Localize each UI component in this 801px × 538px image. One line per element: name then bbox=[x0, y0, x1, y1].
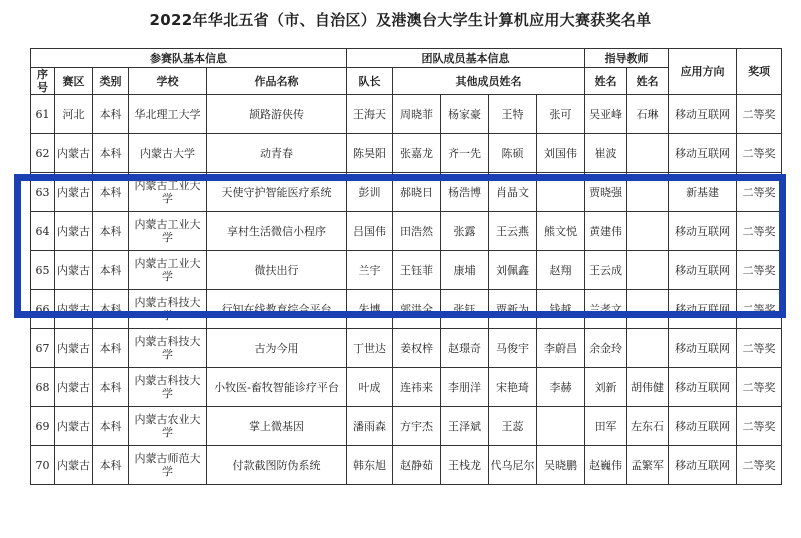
cell-member: 吴晓鹏 bbox=[537, 446, 585, 485]
cell-work-name: 行知在线教育综合平台 bbox=[207, 290, 347, 329]
cell-work-name: 微扶出行 bbox=[207, 251, 347, 290]
cell-member: 赵翔 bbox=[537, 251, 585, 290]
cell-member: 熊文悦 bbox=[537, 212, 585, 251]
cell-number: 63 bbox=[31, 173, 55, 212]
cell-teacher2 bbox=[627, 251, 669, 290]
cell-member: 王云燕 bbox=[489, 212, 537, 251]
cell-work-name: 小牧医-畜牧智能诊疗平台 bbox=[207, 368, 347, 407]
cell-school: 内蒙古科技大学 bbox=[129, 368, 207, 407]
group-header-member-info: 团队成员基本信息 bbox=[347, 49, 585, 68]
header-region: 赛区 bbox=[55, 68, 93, 95]
cell-member: 杨浩博 bbox=[441, 173, 489, 212]
cell-teacher2 bbox=[627, 290, 669, 329]
header-number: 序号 bbox=[31, 68, 55, 95]
cell-direction: 移动互联网 bbox=[669, 95, 737, 134]
cell-category: 本科 bbox=[93, 134, 129, 173]
group-header-row bbox=[31, 49, 782, 68]
table-row bbox=[31, 446, 782, 485]
cell-teacher1: 田军 bbox=[585, 407, 627, 446]
cell-captain: 王海天 bbox=[347, 95, 393, 134]
cell-direction: 新基建 bbox=[669, 173, 737, 212]
cell-school: 内蒙古大学 bbox=[129, 134, 207, 173]
cell-teacher2: 石琳 bbox=[627, 95, 669, 134]
cell-school: 内蒙古师范大学 bbox=[129, 446, 207, 485]
cell-member: 杨家豪 bbox=[441, 95, 489, 134]
table-row bbox=[31, 212, 782, 251]
cell-school: 内蒙古科技大学 bbox=[129, 329, 207, 368]
header-award: 奖项 bbox=[737, 49, 782, 95]
cell-member: 刘佩鑫 bbox=[489, 251, 537, 290]
cell-region: 内蒙古 bbox=[55, 407, 93, 446]
cell-award: 二等奖 bbox=[737, 329, 782, 368]
cell-member: 宋艳琦 bbox=[489, 368, 537, 407]
header-teacher2-name: 姓名 bbox=[627, 68, 669, 95]
cell-category: 本科 bbox=[93, 95, 129, 134]
table-row bbox=[31, 368, 782, 407]
cell-member: 齐一先 bbox=[441, 134, 489, 173]
cell-teacher1: 黄建伟 bbox=[585, 212, 627, 251]
header-direction: 应用方向 bbox=[669, 49, 737, 95]
cell-member: 王泽斌 bbox=[441, 407, 489, 446]
cell-region: 内蒙古 bbox=[55, 173, 93, 212]
cell-award: 二等奖 bbox=[737, 134, 782, 173]
cell-member: 张可 bbox=[537, 95, 585, 134]
cell-direction: 移动互联网 bbox=[669, 212, 737, 251]
cell-category: 本科 bbox=[93, 290, 129, 329]
cell-category: 本科 bbox=[93, 446, 129, 485]
cell-member: 肖晶文 bbox=[489, 173, 537, 212]
cell-category: 本科 bbox=[93, 173, 129, 212]
cell-school: 华北理工大学 bbox=[129, 95, 207, 134]
cell-category: 本科 bbox=[93, 251, 129, 290]
cell-award: 二等奖 bbox=[737, 446, 782, 485]
cell-member: 贾新为 bbox=[489, 290, 537, 329]
awards-table bbox=[30, 48, 782, 485]
cell-award: 二等奖 bbox=[737, 407, 782, 446]
cell-captain: 朱博 bbox=[347, 290, 393, 329]
cell-work-name: 动青春 bbox=[207, 134, 347, 173]
cell-number: 68 bbox=[31, 368, 55, 407]
cell-work-name: 颉路游侠传 bbox=[207, 95, 347, 134]
cell-member: 李赫 bbox=[537, 368, 585, 407]
cell-teacher1: 崔波 bbox=[585, 134, 627, 173]
cell-school: 内蒙古工业大学 bbox=[129, 212, 207, 251]
cell-member: 姜权梓 bbox=[393, 329, 441, 368]
cell-teacher1: 王云成 bbox=[585, 251, 627, 290]
cell-region: 河北 bbox=[55, 95, 93, 134]
cell-teacher1: 吴亚峰 bbox=[585, 95, 627, 134]
cell-teacher1: 赵巍伟 bbox=[585, 446, 627, 485]
cell-school: 内蒙古工业大学 bbox=[129, 251, 207, 290]
cell-direction: 移动互联网 bbox=[669, 368, 737, 407]
cell-member: 方宇杰 bbox=[393, 407, 441, 446]
cell-number: 67 bbox=[31, 329, 55, 368]
cell-member: 李朋洋 bbox=[441, 368, 489, 407]
cell-teacher2 bbox=[627, 134, 669, 173]
cell-school: 内蒙古农业大学 bbox=[129, 407, 207, 446]
cell-number: 64 bbox=[31, 212, 55, 251]
cell-member: 王栈龙 bbox=[441, 446, 489, 485]
cell-direction: 移动互联网 bbox=[669, 329, 737, 368]
cell-direction: 移动互联网 bbox=[669, 407, 737, 446]
cell-member: 田浩然 bbox=[393, 212, 441, 251]
header-other-members: 其他成员姓名 bbox=[393, 68, 585, 95]
cell-category: 本科 bbox=[93, 368, 129, 407]
cell-school: 内蒙古科技大学 bbox=[129, 290, 207, 329]
cell-direction: 移动互联网 bbox=[669, 446, 737, 485]
cell-member: 张露 bbox=[441, 212, 489, 251]
cell-category: 本科 bbox=[93, 329, 129, 368]
cell-region: 内蒙古 bbox=[55, 251, 93, 290]
cell-captain: 兰宇 bbox=[347, 251, 393, 290]
cell-member: 王蕊 bbox=[489, 407, 537, 446]
table-row bbox=[31, 290, 782, 329]
table-row bbox=[31, 329, 782, 368]
cell-number: 62 bbox=[31, 134, 55, 173]
header-category: 类别 bbox=[93, 68, 129, 95]
cell-region: 内蒙古 bbox=[55, 290, 93, 329]
cell-teacher2 bbox=[627, 329, 669, 368]
cell-award: 二等奖 bbox=[737, 290, 782, 329]
cell-member: 刘国伟 bbox=[537, 134, 585, 173]
cell-captain: 丁世达 bbox=[347, 329, 393, 368]
cell-member: 周晓菲 bbox=[393, 95, 441, 134]
cell-teacher2: 孟繁军 bbox=[627, 446, 669, 485]
header-teacher1-name: 姓名 bbox=[585, 68, 627, 95]
cell-work-name: 古为今用 bbox=[207, 329, 347, 368]
cell-captain: 陈昊阳 bbox=[347, 134, 393, 173]
cell-region: 内蒙古 bbox=[55, 329, 93, 368]
cell-captain: 吕国伟 bbox=[347, 212, 393, 251]
header-work-name: 作品名称 bbox=[207, 68, 347, 95]
table-row bbox=[31, 407, 782, 446]
table-row bbox=[31, 173, 782, 212]
cell-award: 二等奖 bbox=[737, 95, 782, 134]
group-header-team-info: 参赛队基本信息 bbox=[31, 49, 347, 68]
cell-member bbox=[537, 407, 585, 446]
cell-award: 二等奖 bbox=[737, 212, 782, 251]
cell-member bbox=[537, 173, 585, 212]
cell-direction: 移动互联网 bbox=[669, 134, 737, 173]
cell-award: 二等奖 bbox=[737, 368, 782, 407]
cell-teacher2: 左东石 bbox=[627, 407, 669, 446]
cell-teacher2 bbox=[627, 212, 669, 251]
cell-number: 65 bbox=[31, 251, 55, 290]
cell-number: 61 bbox=[31, 95, 55, 134]
cell-member: 王特 bbox=[489, 95, 537, 134]
cell-member: 陈硕 bbox=[489, 134, 537, 173]
cell-captain: 彭训 bbox=[347, 173, 393, 212]
cell-captain: 韩东旭 bbox=[347, 446, 393, 485]
cell-member: 李蔚昌 bbox=[537, 329, 585, 368]
cell-member: 张嘉龙 bbox=[393, 134, 441, 173]
cell-category: 本科 bbox=[93, 407, 129, 446]
cell-member: 郭洪全 bbox=[393, 290, 441, 329]
cell-number: 66 bbox=[31, 290, 55, 329]
cell-member: 康埔 bbox=[441, 251, 489, 290]
cell-teacher1: 余金玲 bbox=[585, 329, 627, 368]
cell-direction: 移动互联网 bbox=[669, 290, 737, 329]
cell-member: 赵璟奇 bbox=[441, 329, 489, 368]
cell-member: 马俊宇 bbox=[489, 329, 537, 368]
cell-member: 钱越 bbox=[537, 290, 585, 329]
cell-member: 郝晓日 bbox=[393, 173, 441, 212]
cell-work-name: 天使守护智能医疗系统 bbox=[207, 173, 347, 212]
cell-work-name: 付款截图防伪系统 bbox=[207, 446, 347, 485]
cell-category: 本科 bbox=[93, 212, 129, 251]
cell-region: 内蒙古 bbox=[55, 134, 93, 173]
table-row bbox=[31, 95, 782, 134]
header-captain: 队长 bbox=[347, 68, 393, 95]
cell-member: 王钰菲 bbox=[393, 251, 441, 290]
cell-school: 内蒙古工业大学 bbox=[129, 173, 207, 212]
cell-work-name: 享村生活微信小程序 bbox=[207, 212, 347, 251]
cell-direction: 移动互联网 bbox=[669, 251, 737, 290]
cell-work-name: 掌上微基因 bbox=[207, 407, 347, 446]
cell-member: 连祎来 bbox=[393, 368, 441, 407]
cell-teacher2: 胡伟健 bbox=[627, 368, 669, 407]
cell-number: 70 bbox=[31, 446, 55, 485]
cell-captain: 潘雨森 bbox=[347, 407, 393, 446]
cell-captain: 叶成 bbox=[347, 368, 393, 407]
cell-member: 代乌尼尔 bbox=[489, 446, 537, 485]
cell-teacher1: 贾晓强 bbox=[585, 173, 627, 212]
cell-teacher1: 兰孝文 bbox=[585, 290, 627, 329]
table-row bbox=[31, 134, 782, 173]
cell-region: 内蒙古 bbox=[55, 368, 93, 407]
cell-teacher1: 刘新 bbox=[585, 368, 627, 407]
cell-teacher2 bbox=[627, 173, 669, 212]
cell-region: 内蒙古 bbox=[55, 446, 93, 485]
cell-award: 二等奖 bbox=[737, 251, 782, 290]
cell-member: 赵静茹 bbox=[393, 446, 441, 485]
cell-number: 69 bbox=[31, 407, 55, 446]
table-row bbox=[31, 251, 782, 290]
header-school: 学校 bbox=[129, 68, 207, 95]
page-title: 2022年华北五省（市、自治区）及港澳台大学生计算机应用大赛获奖名单 bbox=[149, 11, 652, 29]
cell-award: 二等奖 bbox=[737, 173, 782, 212]
cell-member: 张钰 bbox=[441, 290, 489, 329]
cell-region: 内蒙古 bbox=[55, 212, 93, 251]
group-header-advisor: 指导教师 bbox=[585, 49, 669, 68]
